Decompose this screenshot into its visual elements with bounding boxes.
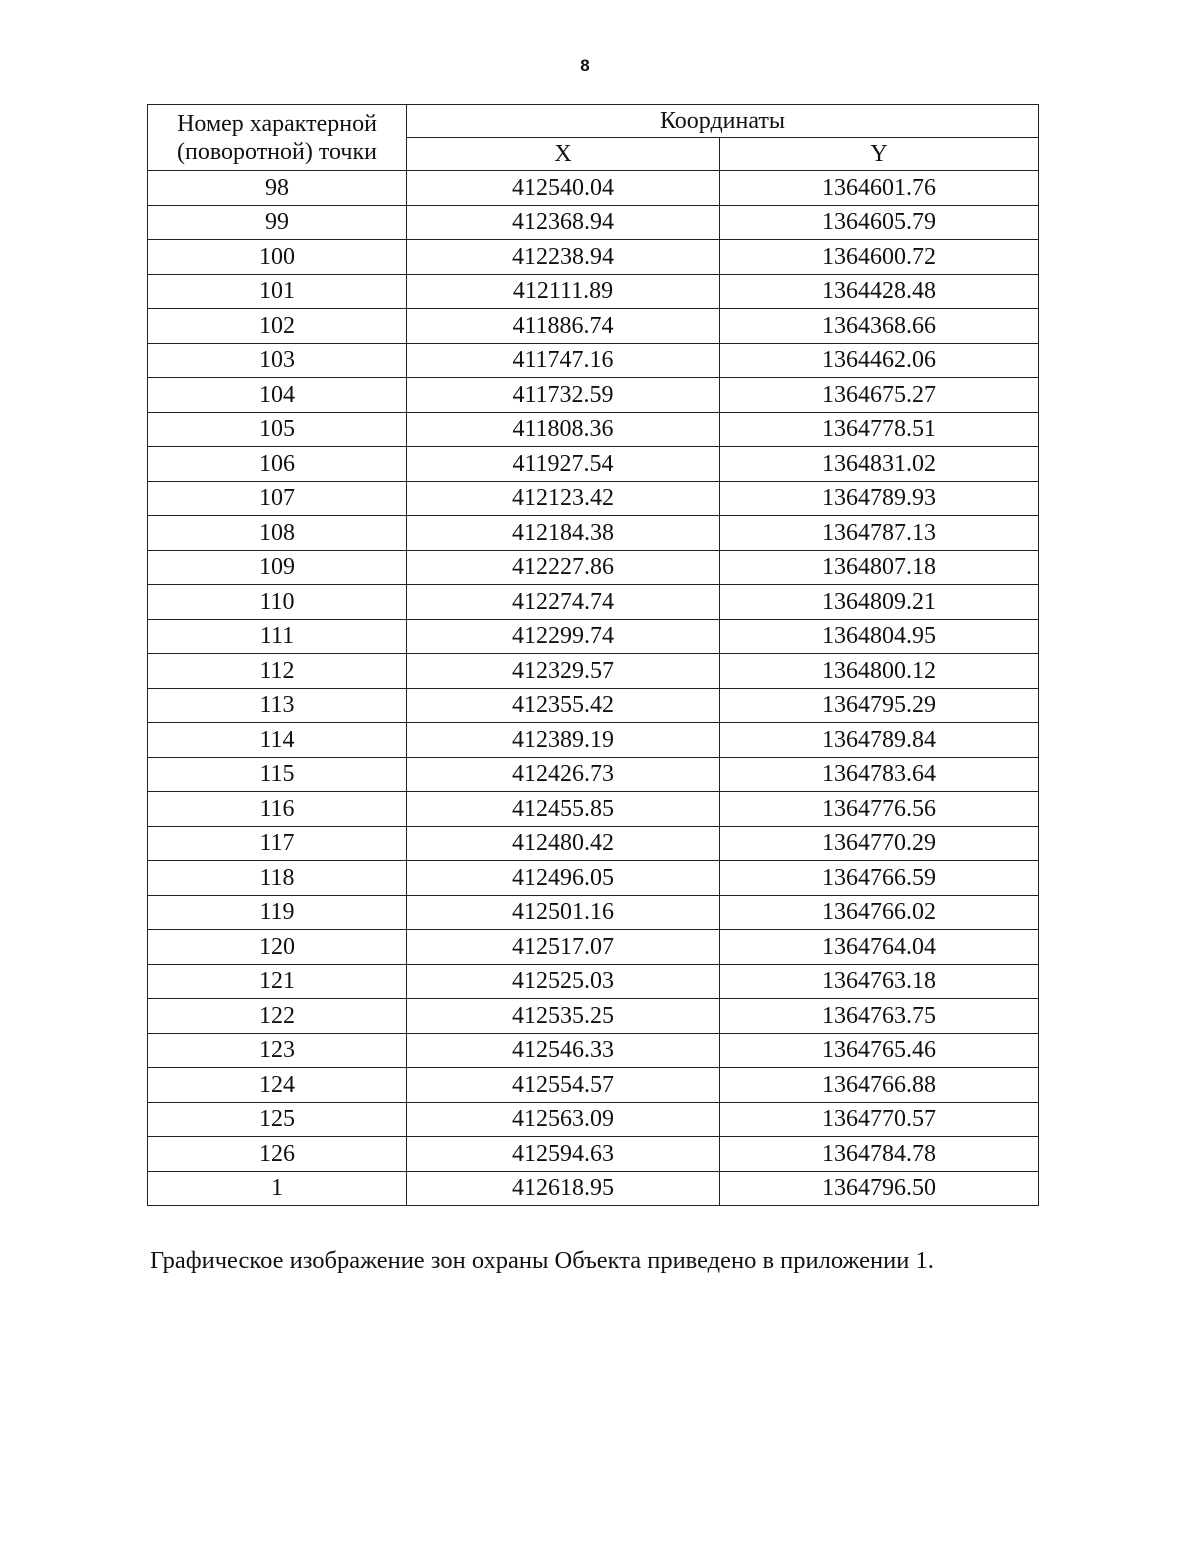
cell-x: 412184.38 bbox=[407, 516, 720, 551]
cell-y: 1364787.13 bbox=[720, 516, 1039, 551]
cell-point: 1 bbox=[148, 1171, 407, 1206]
table-row bbox=[148, 1171, 1039, 1206]
table-row bbox=[148, 757, 1039, 792]
cell-y: 1364462.06 bbox=[720, 343, 1039, 378]
table-row bbox=[148, 895, 1039, 930]
cell-y: 1364796.50 bbox=[720, 1171, 1039, 1206]
table-row bbox=[148, 309, 1039, 344]
cell-point: 120 bbox=[148, 930, 407, 965]
table-row bbox=[148, 999, 1039, 1034]
cell-x: 412525.03 bbox=[407, 964, 720, 999]
cell-x: 412329.57 bbox=[407, 654, 720, 689]
table-row bbox=[148, 1102, 1039, 1137]
cell-point: 116 bbox=[148, 792, 407, 827]
cell-x: 411808.36 bbox=[407, 412, 720, 447]
cell-x: 412554.57 bbox=[407, 1068, 720, 1103]
header-point-number bbox=[148, 105, 407, 171]
cell-x: 412455.85 bbox=[407, 792, 720, 827]
cell-x: 412517.07 bbox=[407, 930, 720, 965]
cell-point: 109 bbox=[148, 550, 407, 585]
cell-y: 1364428.48 bbox=[720, 274, 1039, 309]
cell-x: 412563.09 bbox=[407, 1102, 720, 1137]
cell-y: 1364600.72 bbox=[720, 240, 1039, 275]
cell-y: 1364766.88 bbox=[720, 1068, 1039, 1103]
cell-x: 412355.42 bbox=[407, 688, 720, 723]
cell-y: 1364368.66 bbox=[720, 309, 1039, 344]
table-row bbox=[148, 171, 1039, 206]
table-body bbox=[148, 171, 1039, 1206]
cell-x: 412299.74 bbox=[407, 619, 720, 654]
cell-point: 123 bbox=[148, 1033, 407, 1068]
table-row bbox=[148, 792, 1039, 827]
cell-y: 1364675.27 bbox=[720, 378, 1039, 413]
cell-x: 412238.94 bbox=[407, 240, 720, 275]
cell-y: 1364778.51 bbox=[720, 412, 1039, 447]
cell-point: 107 bbox=[148, 481, 407, 516]
cell-point: 117 bbox=[148, 826, 407, 861]
table-row bbox=[148, 585, 1039, 620]
cell-y: 1364789.93 bbox=[720, 481, 1039, 516]
table-row bbox=[148, 412, 1039, 447]
cell-point: 110 bbox=[148, 585, 407, 620]
cell-x: 412274.74 bbox=[407, 585, 720, 620]
cell-x: 411927.54 bbox=[407, 447, 720, 482]
cell-y: 1364784.78 bbox=[720, 1137, 1039, 1172]
cell-x: 412426.73 bbox=[407, 757, 720, 792]
cell-point: 105 bbox=[148, 412, 407, 447]
cell-y: 1364770.57 bbox=[720, 1102, 1039, 1137]
cell-y: 1364763.75 bbox=[720, 999, 1039, 1034]
cell-point: 118 bbox=[148, 861, 407, 896]
cell-y: 1364795.29 bbox=[720, 688, 1039, 723]
table-row bbox=[148, 516, 1039, 551]
cell-point: 122 bbox=[148, 999, 407, 1034]
cell-point: 99 bbox=[148, 205, 407, 240]
table-row bbox=[148, 723, 1039, 758]
cell-x: 412111.89 bbox=[407, 274, 720, 309]
cell-x: 412535.25 bbox=[407, 999, 720, 1034]
cell-y: 1364766.02 bbox=[720, 895, 1039, 930]
cell-x: 411732.59 bbox=[407, 378, 720, 413]
cell-point: 114 bbox=[148, 723, 407, 758]
table-row bbox=[148, 1033, 1039, 1068]
cell-x: 412123.42 bbox=[407, 481, 720, 516]
cell-point: 103 bbox=[148, 343, 407, 378]
cell-point: 104 bbox=[148, 378, 407, 413]
cell-point: 113 bbox=[148, 688, 407, 723]
cell-y: 1364804.95 bbox=[720, 619, 1039, 654]
cell-y: 1364765.46 bbox=[720, 1033, 1039, 1068]
cell-x: 411747.16 bbox=[407, 343, 720, 378]
cell-y: 1364763.18 bbox=[720, 964, 1039, 999]
footer-note: Графическое изображение зон охраны Объекта приведено в приложении 1. bbox=[150, 1247, 934, 1274]
cell-x: 412480.42 bbox=[407, 826, 720, 861]
table-row bbox=[148, 274, 1039, 309]
table-row bbox=[148, 481, 1039, 516]
cell-point: 121 bbox=[148, 964, 407, 999]
table-row bbox=[148, 654, 1039, 689]
cell-y: 1364807.18 bbox=[720, 550, 1039, 585]
cell-x: 412594.63 bbox=[407, 1137, 720, 1172]
page-number: 8 bbox=[580, 56, 590, 75]
cell-y: 1364605.79 bbox=[720, 205, 1039, 240]
cell-point: 98 bbox=[148, 171, 407, 206]
header-x: X bbox=[407, 138, 720, 171]
table-row bbox=[148, 378, 1039, 413]
header-point-line1: Номер характерной bbox=[177, 110, 377, 137]
header-coordinates: Координаты bbox=[407, 105, 1039, 138]
header-y: Y bbox=[720, 138, 1039, 171]
cell-y: 1364809.21 bbox=[720, 585, 1039, 620]
header-point-line2: (поворотной) точки bbox=[177, 138, 377, 165]
table-row bbox=[148, 550, 1039, 585]
cell-point: 115 bbox=[148, 757, 407, 792]
cell-point: 124 bbox=[148, 1068, 407, 1103]
cell-y: 1364766.59 bbox=[720, 861, 1039, 896]
cell-point: 112 bbox=[148, 654, 407, 689]
cell-y: 1364764.04 bbox=[720, 930, 1039, 965]
cell-x: 412546.33 bbox=[407, 1033, 720, 1068]
table-row bbox=[148, 930, 1039, 965]
cell-y: 1364831.02 bbox=[720, 447, 1039, 482]
cell-point: 100 bbox=[148, 240, 407, 275]
table-row bbox=[148, 343, 1039, 378]
cell-point: 126 bbox=[148, 1137, 407, 1172]
cell-x: 412389.19 bbox=[407, 723, 720, 758]
table-row bbox=[148, 619, 1039, 654]
table-row bbox=[148, 964, 1039, 999]
cell-point: 108 bbox=[148, 516, 407, 551]
cell-x: 412501.16 bbox=[407, 895, 720, 930]
table-row bbox=[148, 240, 1039, 275]
cell-x: 412618.95 bbox=[407, 1171, 720, 1206]
cell-point: 106 bbox=[148, 447, 407, 482]
table-row bbox=[148, 688, 1039, 723]
cell-y: 1364800.12 bbox=[720, 654, 1039, 689]
cell-point: 125 bbox=[148, 1102, 407, 1137]
cell-x: 412227.86 bbox=[407, 550, 720, 585]
table-row bbox=[148, 861, 1039, 896]
cell-y: 1364789.84 bbox=[720, 723, 1039, 758]
coordinates-table bbox=[147, 104, 1039, 1206]
table-row bbox=[148, 447, 1039, 482]
table-row bbox=[148, 1137, 1039, 1172]
cell-x: 411886.74 bbox=[407, 309, 720, 344]
cell-point: 101 bbox=[148, 274, 407, 309]
cell-x: 412496.05 bbox=[407, 861, 720, 896]
cell-y: 1364783.64 bbox=[720, 757, 1039, 792]
table-row bbox=[148, 1068, 1039, 1103]
table-row bbox=[148, 205, 1039, 240]
cell-point: 102 bbox=[148, 309, 407, 344]
cell-y: 1364776.56 bbox=[720, 792, 1039, 827]
cell-y: 1364601.76 bbox=[720, 171, 1039, 206]
cell-point: 119 bbox=[148, 895, 407, 930]
table-row bbox=[148, 826, 1039, 861]
cell-point: 111 bbox=[148, 619, 407, 654]
cell-y: 1364770.29 bbox=[720, 826, 1039, 861]
cell-x: 412540.04 bbox=[407, 171, 720, 206]
cell-x: 412368.94 bbox=[407, 205, 720, 240]
